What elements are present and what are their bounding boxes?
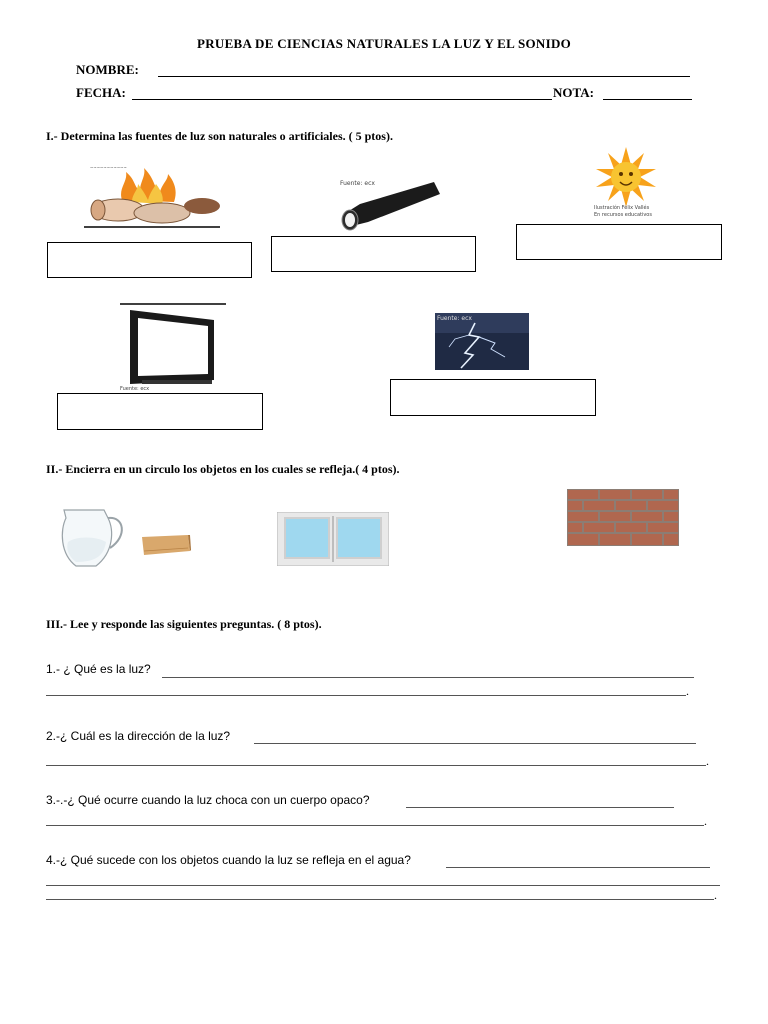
answer-box-flashlight[interactable] [271, 236, 476, 272]
answer-line-3b[interactable] [46, 824, 704, 826]
sun-icon [576, 145, 680, 219]
flashlight-icon [338, 176, 446, 232]
period-mark: . [686, 684, 689, 698]
answer-line-4c[interactable] [46, 898, 714, 900]
answer-line-3a[interactable] [406, 806, 674, 808]
section-3-heading: III.- Lee y responde las siguientes preguntas. ( 8 ptos). [46, 617, 322, 631]
question-2: 2.-¿ Cuál es la dirección de la luz? [46, 729, 231, 743]
date-label: FECHA: [76, 85, 126, 100]
window-icon[interactable] [277, 512, 389, 566]
answer-line-1b[interactable] [46, 694, 686, 696]
television-caption: Fuente: ecx [120, 386, 150, 392]
flashlight-caption: Fuente: ecx [340, 180, 375, 187]
lightning-caption: Fuente: ecx [437, 315, 472, 322]
name-field[interactable] [158, 62, 690, 77]
answer-box-television[interactable] [57, 393, 263, 430]
grade-label: NOTA: [553, 85, 594, 100]
period-mark: . [706, 754, 709, 768]
fire-icon [82, 160, 224, 230]
answer-box-sun[interactable] [516, 224, 722, 260]
period-mark: . [704, 814, 707, 828]
answer-line-2b[interactable] [46, 764, 706, 766]
svg-text:En recursos educativos: En recursos educativos [594, 212, 652, 218]
svg-text:~~~~~~~~~~~: ~~~~~~~~~~~ [90, 165, 127, 170]
page-title: PRUEBA DE CIENCIAS NATURALES LA LUZ Y EL SONIDO [196, 36, 572, 51]
name-label: NOMBRE: [76, 62, 139, 77]
television-icon [116, 302, 228, 392]
brick-wall-icon[interactable] [567, 489, 679, 546]
answer-line-4a[interactable] [446, 866, 710, 868]
section-2-heading: II.- Encierra en un circulo los objetos en los cuales se refleja.( 4 ptos). [46, 462, 400, 476]
pitcher-icon[interactable] [56, 506, 130, 570]
answer-line-4b[interactable] [46, 884, 720, 886]
question-4: 4.-¿ Qué sucede con los objetos cuando la luz se refleja en el agua? [46, 853, 411, 867]
period-mark: . [714, 888, 717, 902]
section-1-heading: I.- Determina las fuentes de luz son naturales o artificiales. ( 5 ptos). [46, 129, 393, 143]
grade-field[interactable] [603, 85, 692, 100]
wood-plank-icon[interactable] [140, 533, 192, 557]
answer-box-lightning[interactable] [390, 379, 596, 416]
lightning-icon [435, 313, 529, 370]
date-field[interactable] [132, 85, 552, 100]
sun-caption: Ilustración Félix Vallés [594, 205, 650, 211]
answer-line-2a[interactable] [254, 742, 696, 744]
answer-line-1a[interactable] [162, 676, 694, 678]
question-3: 3.-.-¿ Qué ocurre cuando la luz choca con un cuerpo opaco? [46, 793, 370, 807]
question-1: 1.- ¿ Qué es la luz? [46, 662, 151, 676]
answer-box-fire[interactable] [47, 242, 252, 278]
